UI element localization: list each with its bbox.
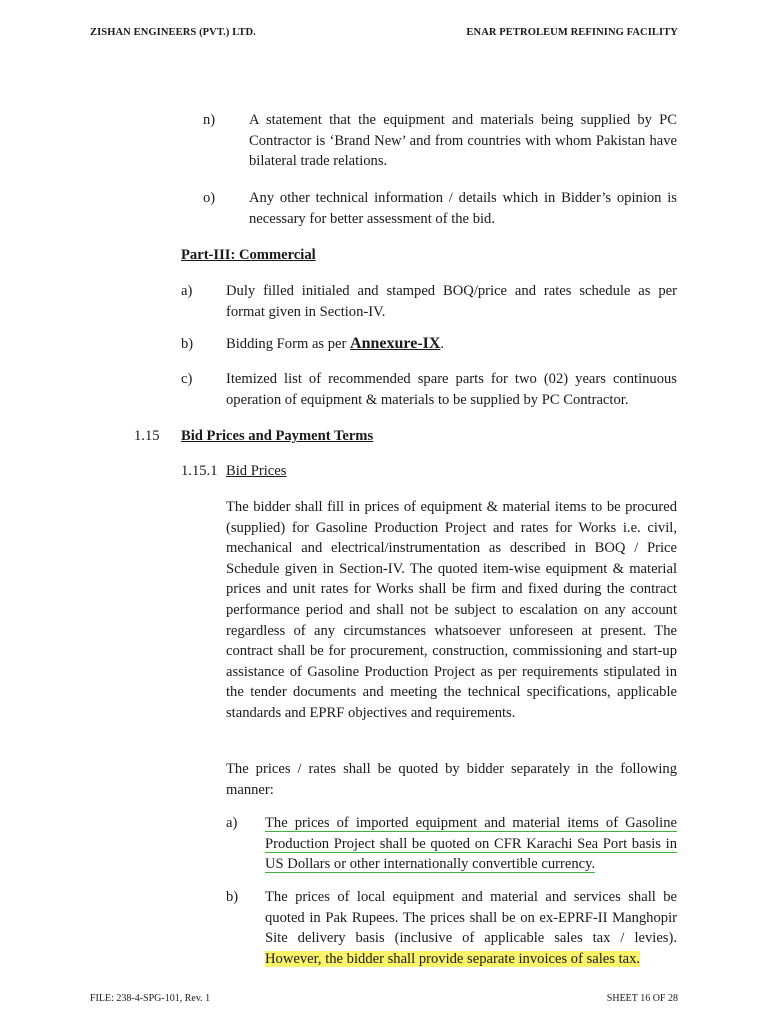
footer-file: FILE: 238-4-SPG-101, Rev. 1 xyxy=(90,993,211,1004)
part3-item-a-label: a) xyxy=(181,283,193,299)
part3-item-c-label: c) xyxy=(181,371,193,387)
manner-item-b-text xyxy=(265,887,677,969)
item-n-label: n) xyxy=(203,112,216,128)
part3-item-b-suffix: . xyxy=(440,336,445,352)
annexure-link[interactable]: Annexure-IX xyxy=(350,335,441,352)
manner-item-a-underlined: The prices of imported equipment and material items of Gasoline Production Project shall be quoted on CFR Karachi Sea Port basis in US Dollars or other internationally convertible currency. xyxy=(265,815,677,873)
manner-item-a-label: a) xyxy=(226,815,238,831)
header-project: ENAR PETROLEUM REFINING FACILITY xyxy=(466,27,678,38)
bid-prices-paragraph: The bidder shall fill in prices of equipment & material items to be procured (supplied) for Gasoline Production Project and rates for Works i.e. civil, mechanical and electrical/instrumentation as described in BOQ / Price Schedule given in Section-IV. The quoted item-wise equipment & material prices and unit rates for Works shall be firm and fixed during the contract performance period and shall not be subject to escalation on any account regardless of any circumstances whatsoever unforeseen at present. The contract shall be for procurement, construction, commissioning and start-up assistance of Gasoline Production Project as per requirements stipulated in the tender documents and meeting the technical specifications, applicable standards and EPRF objectives and requirements. xyxy=(226,499,677,721)
manner-item-b-highlight: However, the bidder shall provide separate invoices of sales tax. xyxy=(265,950,641,967)
header-company: ZISHAN ENGINEERS (PVT.) LTD. xyxy=(90,27,256,38)
subsection-number: 1.15.1 xyxy=(181,463,218,479)
manner-item-b-label: b) xyxy=(226,889,239,905)
section-number: 1.15 xyxy=(134,428,160,444)
item-o-text: Any other technical information / details which in Bidder’s opinion is necessary for better assessment of the bid. xyxy=(249,190,677,227)
part3-item-b-text xyxy=(226,334,677,355)
part3-heading: Part-III: Commercial xyxy=(181,247,316,263)
item-n-text: A statement that the equipment and materials being supplied by PC Contractor is ‘Brand New’ and from countries with whom Pakistan have bilateral trade relations. xyxy=(249,112,677,170)
part3-item-a-text: Duly filled initialed and stamped BOQ/price and rates schedule as per format given in Section-IV. xyxy=(226,283,677,320)
part3-item-c-text: Itemized list of recommended spare parts for two (02) years continuous operation of equipment & materials to be supplied by PC Contractor. xyxy=(226,371,677,408)
quote-manner-paragraph: The prices / rates shall be quoted by bidder separately in the following manner: xyxy=(226,761,677,798)
section-title: Bid Prices and Payment Terms xyxy=(181,428,374,444)
item-o-label: o) xyxy=(203,190,216,206)
part3-item-b-prefix: Bidding Form as per xyxy=(226,336,351,352)
footer-sheet: SHEET 16 OF 28 xyxy=(606,993,678,1004)
manner-item-b-body: The prices of local equipment and material and services shall be quoted in Pak Rupees. The prices shall be on ex-EPRF-II Manghopir Site delivery basis (inclusive of applicable sales tax / levies). xyxy=(265,889,677,947)
subsection-title: Bid Prices xyxy=(226,463,287,479)
part3-item-b-label: b) xyxy=(181,336,194,352)
manner-item-a-text xyxy=(265,813,677,875)
